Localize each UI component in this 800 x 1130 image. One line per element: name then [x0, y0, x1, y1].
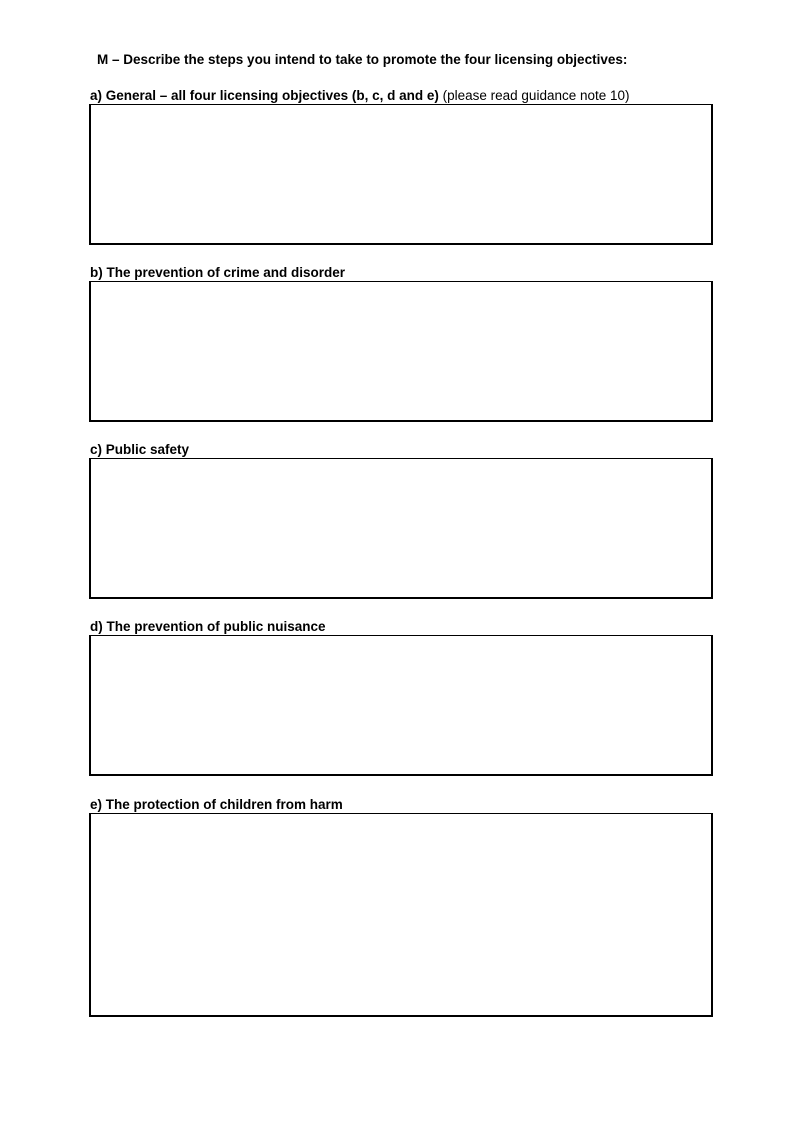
general-objectives-field[interactable]	[89, 104, 713, 245]
children-harm-field[interactable]	[89, 813, 713, 1017]
crime-disorder-field[interactable]	[89, 281, 713, 422]
public-safety-label-text: c) Public safety	[90, 442, 190, 457]
general-objectives-label	[90, 88, 710, 105]
public-safety-label	[90, 442, 710, 459]
children-harm-label-text: e) The protection of children from harm	[90, 797, 343, 812]
public-nuisance-field[interactable]	[89, 635, 713, 776]
crime-disorder-label	[90, 265, 710, 282]
children-harm-label	[90, 797, 710, 814]
section-heading: M – Describe the steps you intend to take to promote the four licensing objectives:	[97, 52, 628, 67]
public-nuisance-label-text: d) The prevention of public nuisance	[90, 619, 326, 634]
general-objectives-label-text: a) General – all four licensing objectives (b, c, d and e)	[90, 88, 439, 103]
public-nuisance-label	[90, 619, 710, 636]
public-safety-field[interactable]	[89, 458, 713, 599]
crime-disorder-label-text: b) The prevention of crime and disorder	[90, 265, 346, 280]
guidance-note-text: (please read guidance note 10)	[442, 88, 630, 103]
